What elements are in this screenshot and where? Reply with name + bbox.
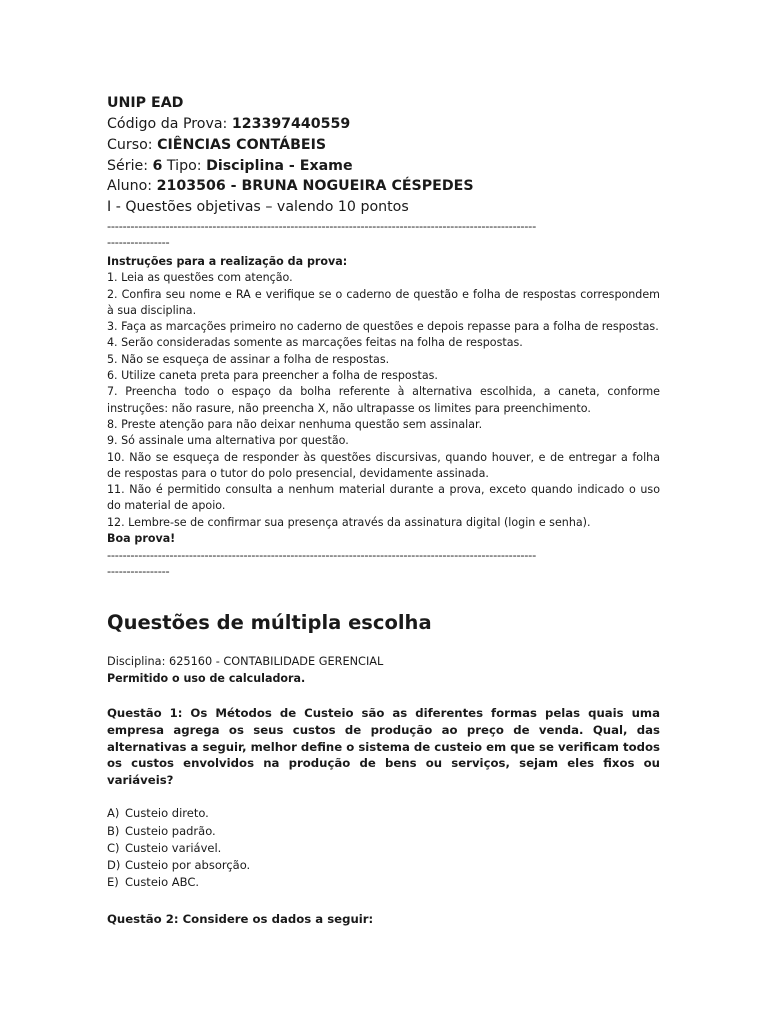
instruction-item: 8. Preste atenção para não deixar nenhuma questão sem assinalar. [107,417,483,431]
exam-document [107,90,660,927]
instruction-item: 12. Lembre-se de confirmar sua presença através da assinatura digital (login e senha). [107,515,591,529]
option-text: Custeio padrão. [125,823,216,838]
exam-code-line [107,114,660,135]
option-letter: E) [107,875,119,890]
institution-title: UNIP EAD [107,95,184,111]
series-value: 6 [152,157,163,174]
instruction-item: 9. Só assinale uma alternativa por questão. [107,434,349,448]
instruction-item: 10. Não se esqueça de responder às questões discursivas, quando houver, e de entregar a folha de respostas para o tutor do polo presencial, devidamente assinada. [107,450,660,480]
option-c[interactable] [107,840,660,857]
instructions-block [107,254,660,547]
question-1-options [107,805,660,891]
student-label: Aluno: [107,178,157,195]
question-1-text: Questão 1: Os Métodos de Custeio são as diferentes formas pelas quais uma empresa agrega os seus custos de produção ao preço de venda. Qual, das alternativas a seguir, melhor define o sistema de custeio em que se verificam todos os custos envolvidos na produção de bens ou serviços, sejam eles fixos ou variáveis? [107,706,660,787]
instruction-item: 11. Não é permitido consulta a nenhum material durante a prova, exceto quando indicado o uso do material de apoio. [107,483,660,513]
option-letter: B) [107,823,120,838]
instruction-item: 5. Não se esqueça de assinar a folha de respostas. [107,352,390,366]
option-d[interactable] [107,857,660,874]
student-value: 2103506 - BRUNA NOGUEIRA CÉSPEDES [156,178,474,195]
separator-bottom-line2: ---------------- [107,564,170,579]
instructions-closing: Boa prova! [107,532,176,546]
instruction-item: 6. Utilize caneta preta para preencher a folha de respostas. [107,369,438,383]
exam-code-value: 123397440559 [231,116,351,132]
discipline-line: Disciplina: 625160 - CONTABILIDADE GERENCIAL [107,655,384,669]
series-type-line [107,156,660,177]
instructions-title: Instruções para a realização da prova: [107,254,348,268]
separator-top-line1: -------------------------------------------------------------------------------------------------------------- [107,218,536,233]
objective-section-line: I - Questões objetivas – valendo 10 pontos [107,199,409,216]
option-text: Custeio direto. [125,806,209,821]
option-text: Custeio por absorção. [125,858,251,873]
instruction-item: 4. Serão consideradas somente as marcações feitas na folha de respostas. [107,336,523,350]
course-line [107,135,660,156]
option-a[interactable] [107,805,660,822]
course-label: Curso: [107,136,158,153]
instruction-item: 7. Preencha todo o espaço da bolha referente à alternativa escolhida, a caneta, conforme instruções: não rasure, não preencha X, não ultrapasse os limites para preenchimento. [107,385,660,415]
student-line [107,176,660,197]
separator-top-line2: ---------------- [107,234,170,249]
option-text: Custeio variável. [125,840,222,855]
option-letter: A) [107,806,120,821]
calculator-note: Permitido o uso de calculadora. [107,672,306,686]
type-value: Disciplina - Exame [206,157,353,174]
option-e[interactable] [107,874,660,891]
instruction-item: 2. Confira seu nome e RA e verifique se o caderno de questão e folha de respostas correspondem à sua disciplina. [107,287,660,317]
option-letter: C) [107,840,120,855]
course-value: CIÊNCIAS CONTÁBEIS [157,136,327,153]
option-text: Custeio ABC. [125,875,200,890]
exam-code-label: Código da Prova: [107,116,232,132]
section-title: Questões de múltipla escolha [107,611,432,635]
question-2-text: Questão 2: Considere os dados a seguir: [107,911,374,926]
type-label: Tipo: [162,157,207,174]
series-label: Série: [107,157,153,174]
instruction-item: 1. Leia as questões com atenção. [107,271,293,285]
instruction-item: 3. Faça as marcações primeiro no caderno de questões e depois repasse para a folha de respostas. [107,320,659,334]
option-letter: D) [107,858,121,873]
option-b[interactable] [107,823,660,840]
separator-bottom-line1: -------------------------------------------------------------------------------------------------------------- [107,548,536,563]
